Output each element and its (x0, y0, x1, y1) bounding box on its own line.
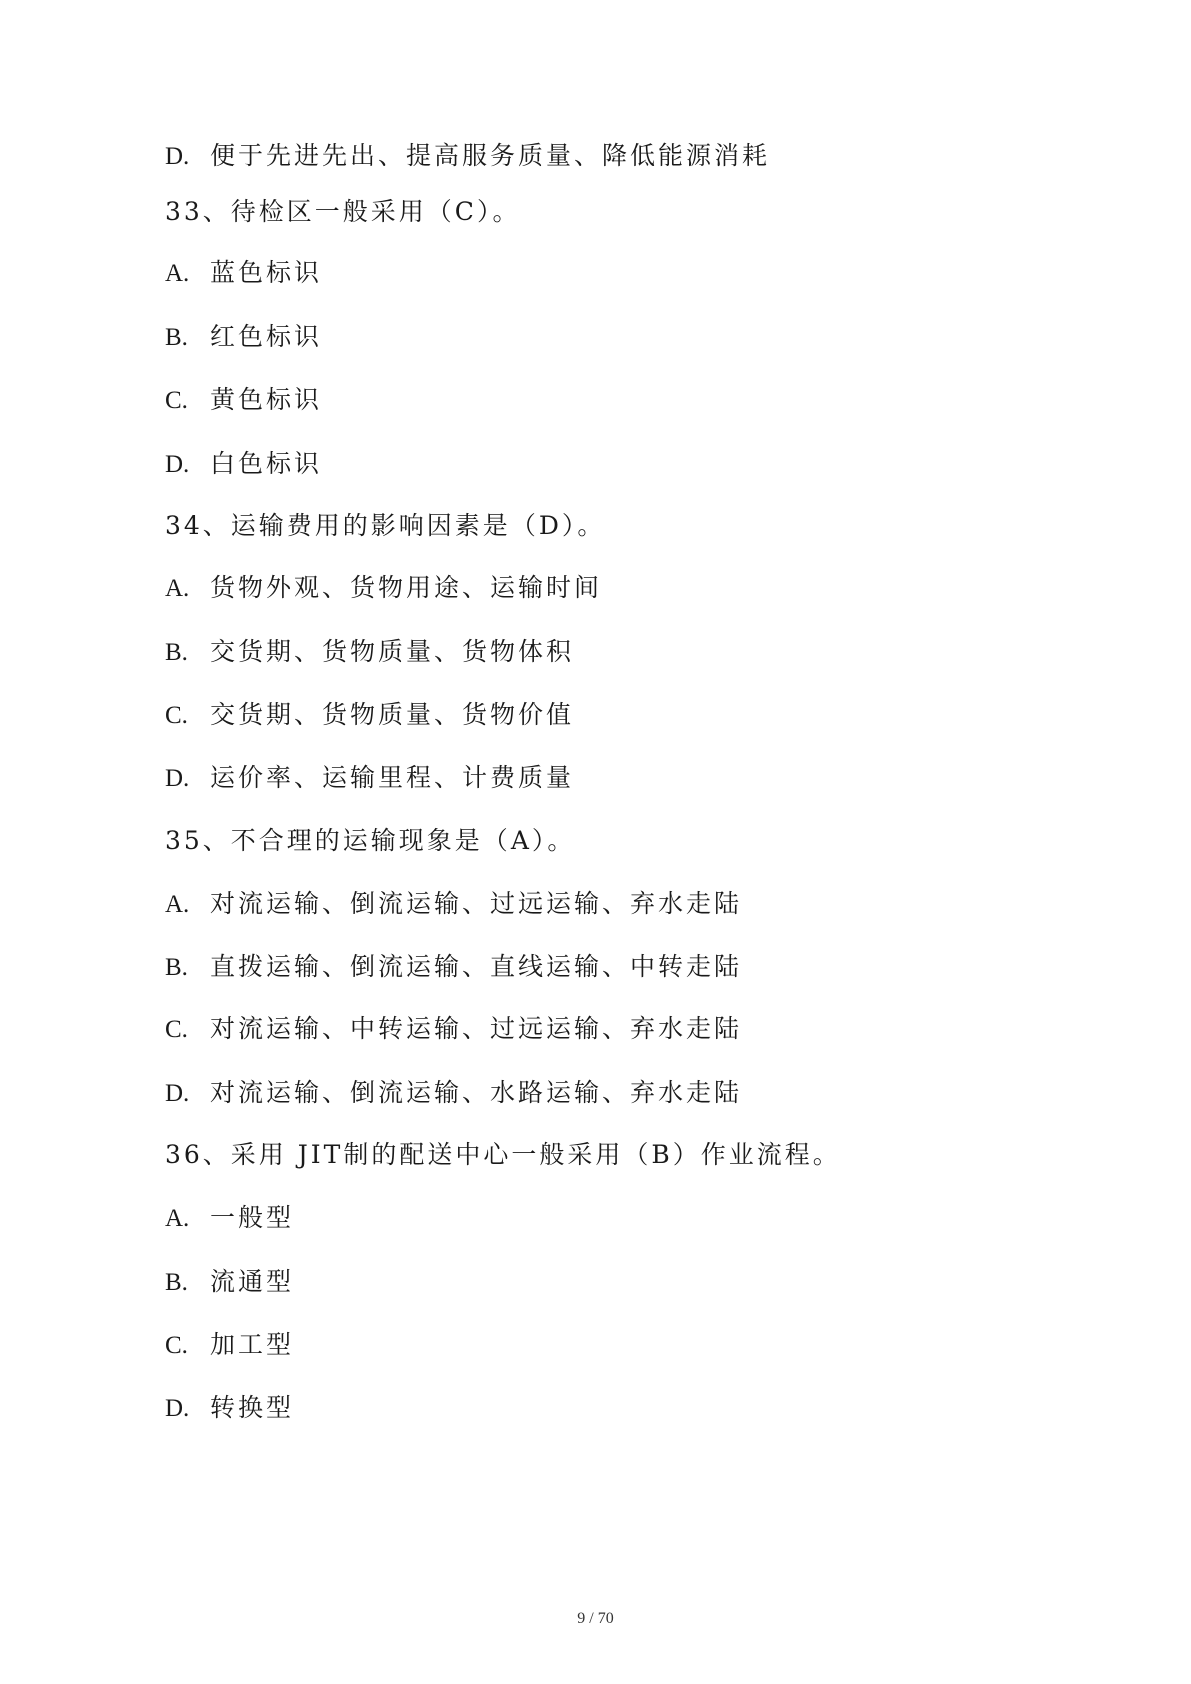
question-33 (165, 196, 520, 228)
option-text: 蓝色标识 (210, 258, 323, 287)
option-text: 白色标识 (210, 449, 323, 478)
option-text: 一般型 (210, 1203, 295, 1232)
option-d-q36 (165, 1392, 294, 1425)
option-text: 货物外观、货物用途、运输时间 (210, 573, 603, 602)
option-d-q34 (165, 762, 574, 795)
option-text: 对流运输、倒流运输、过远运输、弃水走陆 (210, 889, 743, 918)
option-text: 便于先进先出、提高服务质量、降低能源消耗 (210, 141, 771, 170)
option-label: D. (165, 1395, 190, 1422)
question-34 (165, 510, 605, 542)
option-c-q36 (165, 1329, 294, 1362)
option-d-q33 (165, 448, 322, 481)
option-label: A. (165, 1205, 190, 1232)
option-text: 转换型 (210, 1393, 295, 1422)
option-label: D. (165, 1080, 190, 1107)
option-d-q32 (165, 140, 770, 173)
option-label: C. (165, 1016, 188, 1043)
option-text: 对流运输、倒流运输、水路运输、弃水走陆 (210, 1078, 743, 1107)
option-d-q35 (165, 1077, 742, 1110)
option-label: C. (165, 1332, 188, 1359)
page-number: 9 / 70 (577, 1610, 614, 1627)
option-text: 直拨运输、倒流运输、直线运输、中转走陆 (210, 952, 743, 981)
option-b-q36 (165, 1266, 294, 1299)
question-36 (165, 1139, 841, 1171)
option-label: A. (165, 575, 190, 602)
option-label: D. (165, 451, 190, 478)
option-text: 流通型 (210, 1267, 295, 1296)
option-c-q35 (165, 1013, 742, 1046)
option-text: 交货期、货物质量、货物价值 (210, 700, 575, 729)
option-a-q34 (165, 572, 602, 605)
option-label: B. (165, 1269, 188, 1296)
option-label: C. (165, 387, 188, 414)
option-a-q36 (165, 1202, 294, 1235)
option-text: 交货期、货物质量、货物体积 (210, 637, 575, 666)
option-label: B. (165, 324, 188, 351)
option-c-q34 (165, 699, 574, 732)
question-text: 36、采用 JIT制的配送中心一般采用（B）作业流程。 (165, 1140, 841, 1169)
option-text: 加工型 (210, 1330, 295, 1359)
option-b-q33 (165, 321, 322, 354)
option-text: 对流运输、中转运输、过远运输、弃水走陆 (210, 1014, 743, 1043)
option-label: D. (165, 143, 190, 170)
question-35 (165, 825, 575, 857)
option-label: C. (165, 702, 188, 729)
option-label: A. (165, 260, 190, 287)
option-text: 运价率、运输里程、计费质量 (210, 763, 575, 792)
question-text: 34、运输费用的影响因素是（D）。 (165, 511, 606, 540)
option-label: B. (165, 954, 188, 981)
option-b-q35 (165, 951, 742, 984)
option-b-q34 (165, 636, 574, 669)
option-label: D. (165, 765, 190, 792)
option-label: A. (165, 891, 190, 918)
option-text: 黄色标识 (210, 385, 323, 414)
question-text: 35、不合理的运输现象是（A）。 (165, 826, 576, 855)
question-text: 33、待检区一般采用（C）。 (165, 197, 521, 226)
option-text: 红色标识 (210, 322, 323, 351)
option-c-q33 (165, 384, 322, 417)
option-label: B. (165, 639, 188, 666)
option-a-q35 (165, 888, 742, 921)
option-a-q33 (165, 257, 322, 290)
